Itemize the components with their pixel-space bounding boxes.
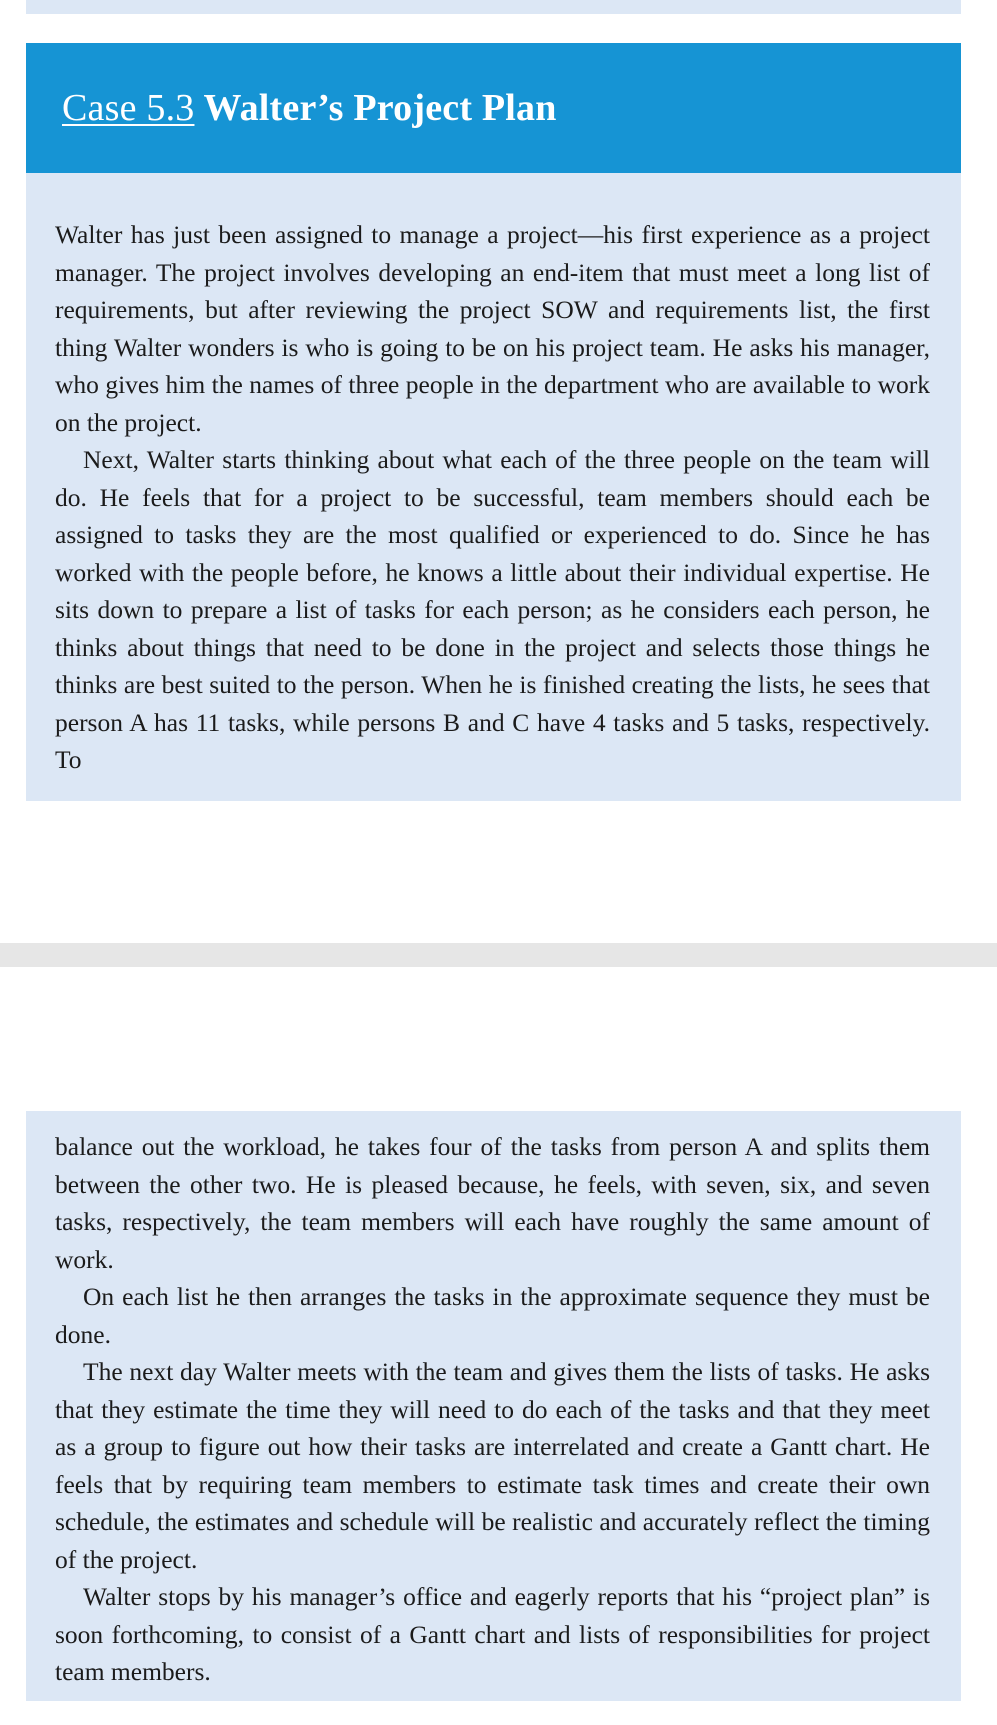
case-paragraph: On each list he then arranges the tasks in the approximate sequence they must be done. — [55, 1282, 930, 1349]
case-header — [26, 43, 961, 173]
case-paragraph: The next day Walter meets with the team and gives them the lists of tasks. He asks that they estimate the time they will need to do each of the tasks and that they meet as a group to figure out how their tasks are interrelated and create a Gantt chart. He feels that by requiring team members to estimate task times and create their own schedule, the estimates and schedule will be realistic and accurately reflect the timing of the project. — [55, 1357, 930, 1574]
case-body-page-1 — [26, 173, 961, 801]
case-paragraph: Walter stops by his manager’s office and eagerly reports that his “project plan” is soon forthcoming, to consist of a Gantt chart and lists of responsibilities for project team members. — [55, 1582, 930, 1686]
page-divider — [0, 943, 997, 967]
case-paragraph: Walter has just been assigned to manage a project—his first experience as a project manager. The project involves developing an end-item that must meet a long list of requirements, but after reviewing the project SOW and requirements list, the first thing Walter wonders is who is going to be on his project team. He asks his manager, who gives him the names of three people in the department who are available to work on the project. — [55, 220, 930, 437]
case-title — [62, 86, 557, 130]
case-body-page-2 — [26, 1111, 961, 1701]
case-title-text: Walter’s Project Plan — [203, 87, 557, 129]
case-number-link[interactable]: Case 5.3 — [62, 87, 195, 129]
case-paragraph: balance out the workload, he takes four of the tasks from person A and splits them between the other two. He is pleased because, he feels, with seven, six, and seven tasks, respectively, the team members will each have roughly the same amount of work. — [55, 1132, 930, 1274]
previous-page-strip — [26, 0, 961, 14]
case-paragraph: Next, Walter starts thinking about what each of the three people on the team will do. He feels that for a project to be successful, team members should each be assigned to tasks they are the most qualified or experienced to do. Since he has worked with the people before, he knows a little about their individual expertise. He sits down to prepare a list of tasks for each person; as he considers each person, he thinks about things that need to be done in the project and selects those things he thinks are best suited to the person. When he is finished creating the lists, he sees that person A has 11 tasks, while persons B and C have 4 tasks and 5 tasks, respectively. To — [55, 445, 930, 774]
